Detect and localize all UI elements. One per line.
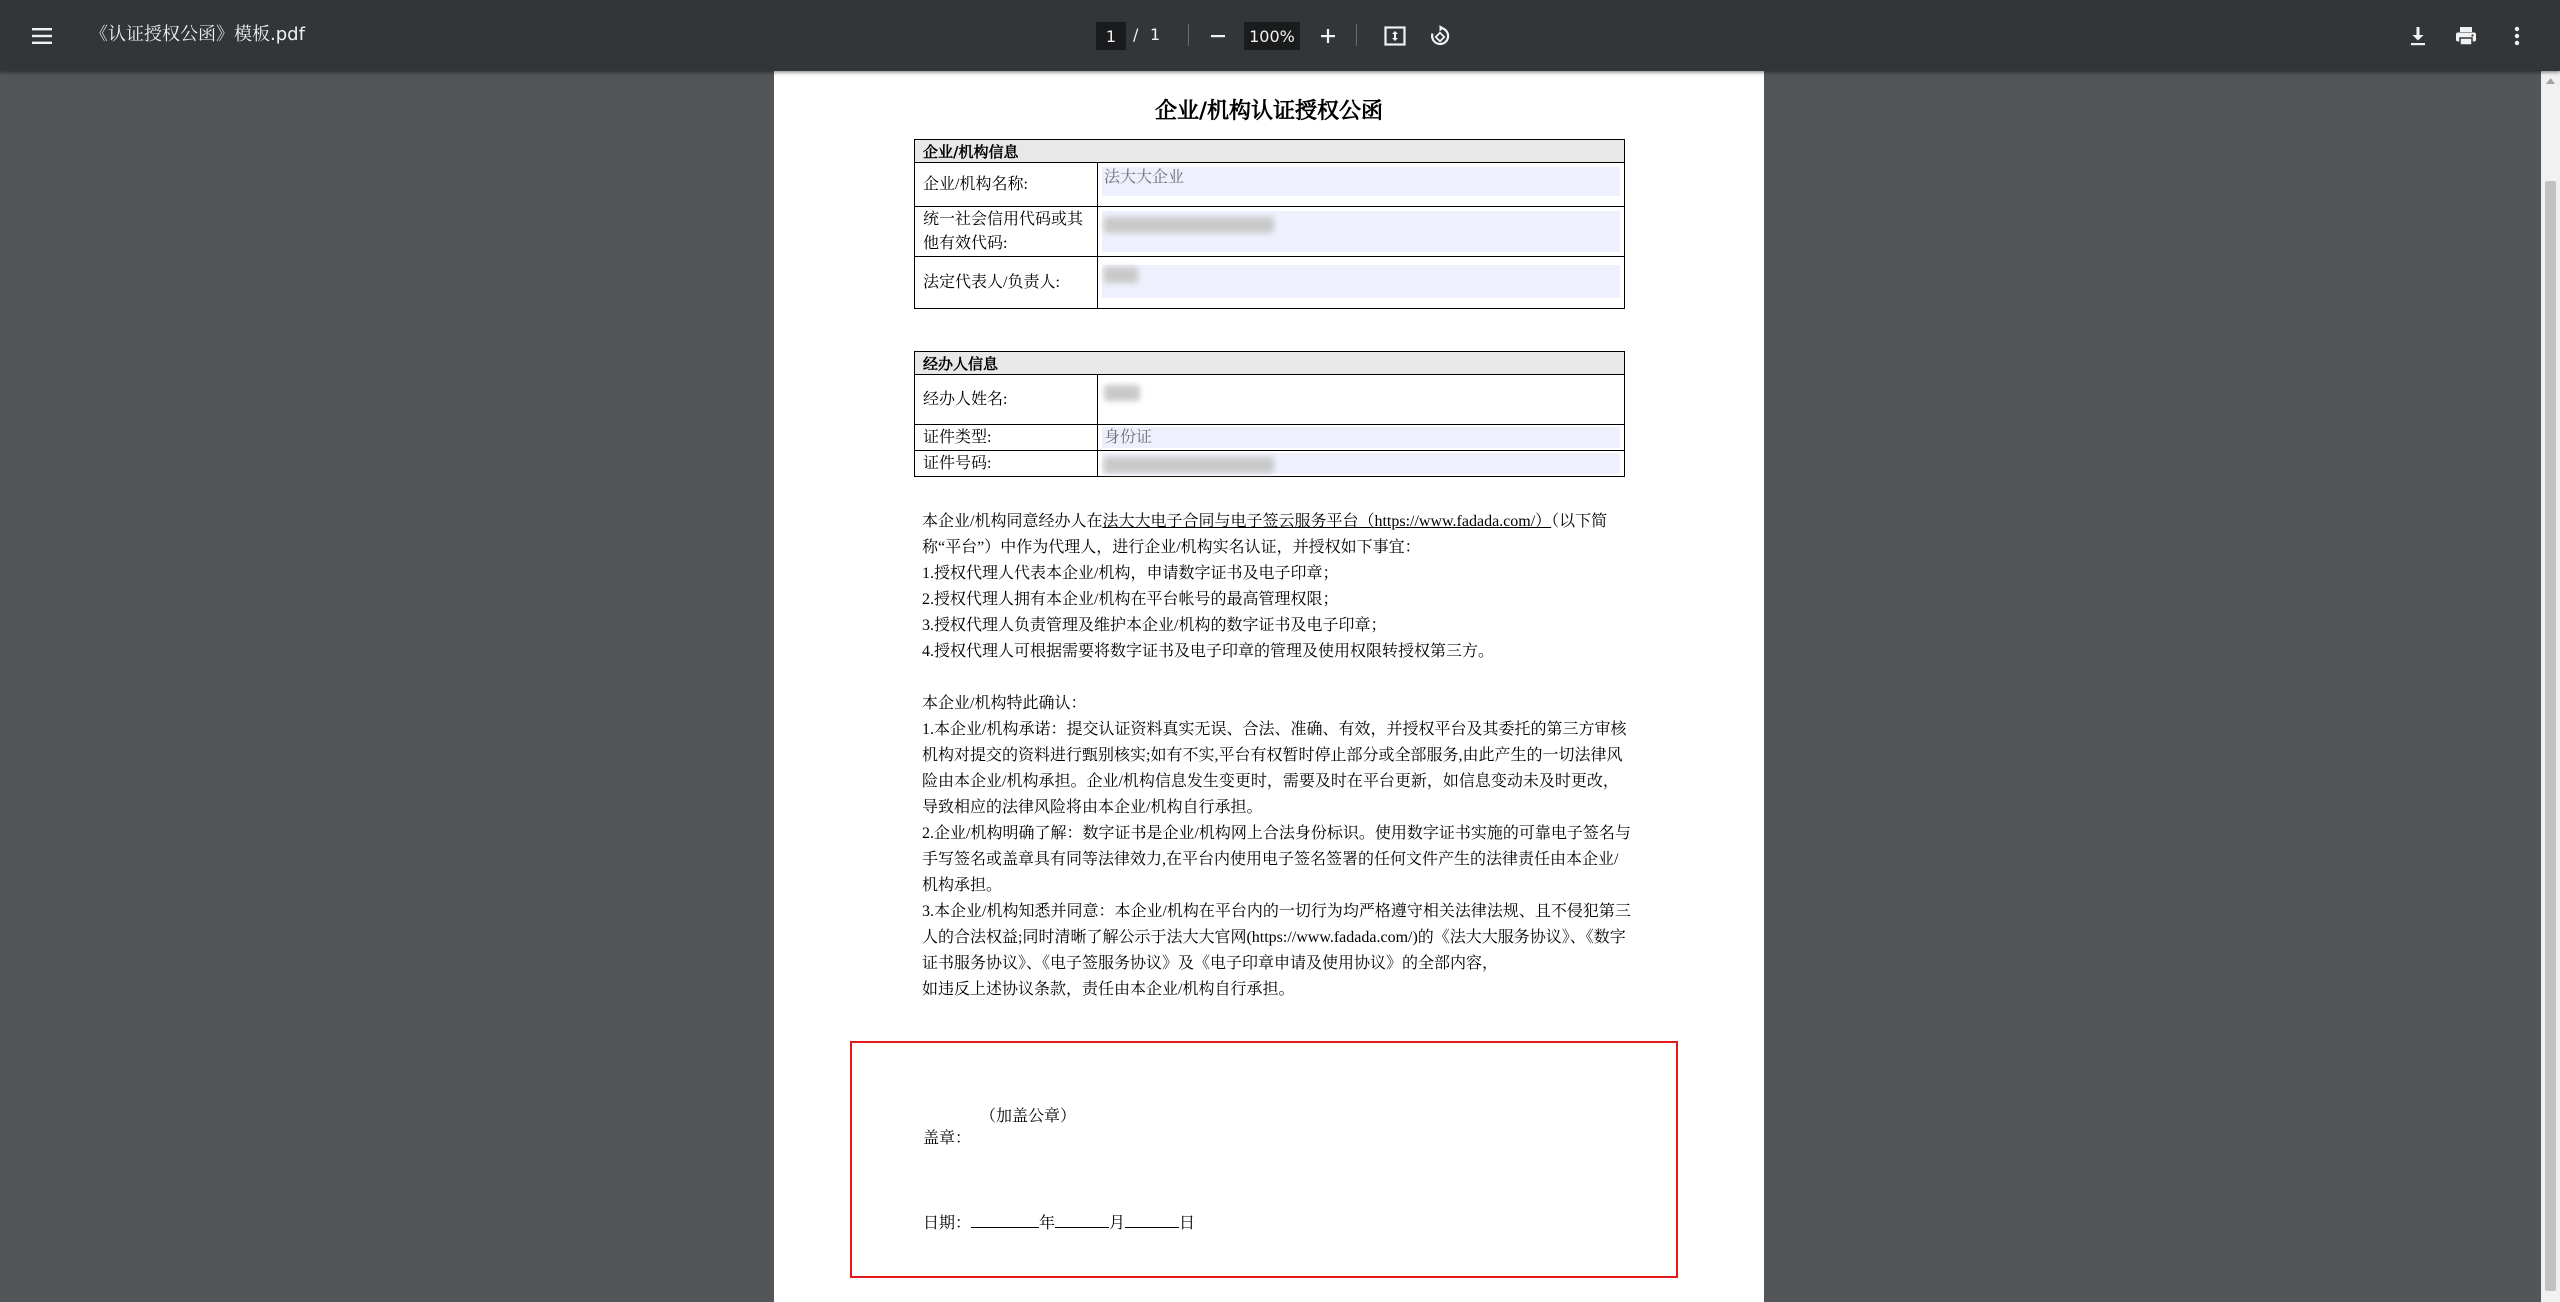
scrollbar-thumb[interactable] <box>2545 181 2556 1291</box>
zoom-out-icon[interactable] <box>1204 22 1232 50</box>
more-vert-icon[interactable] <box>2502 21 2532 51</box>
redacted-credit-code <box>1104 217 1274 233</box>
id-number-field[interactable] <box>1098 451 1625 477</box>
document-heading: 企业/机构认证授权公函 <box>1154 99 1384 124</box>
id-type-value: 身份证 <box>1102 427 1620 448</box>
menu-icon[interactable] <box>22 16 62 56</box>
org-info-table <box>914 139 1625 309</box>
confirm-item: 1.本企业/机构承诺：提交认证资料真实无误、合法、准确、有效，并授权平台及其委托的第三方审核机构对提交的资料进行甄别核实;如有不实,平台有权暂时停止部分或全部服务,由此产生的一切法律风险由本企业/机构承担。企业/机构信息发生变更时，需要及时在平台更新，如信息变动未及时更改，导致相应的法律风险将由本企业/机构自行承担。 <box>922 721 1627 816</box>
download-icon[interactable] <box>2403 21 2433 51</box>
intro-prefix: 本企业/机构同意经办人在 <box>922 513 1103 530</box>
id-type-label: 证件类型: <box>915 425 1098 451</box>
agent-name-label: 经办人姓名: <box>915 375 1098 425</box>
org-name-value: 法大大企业 <box>1102 167 1620 196</box>
fit-page-icon[interactable] <box>1380 21 1410 51</box>
date-label: 日期： <box>923 1215 972 1232</box>
credit-code-label: 统一社会信用代码或其他有效代码: <box>915 207 1098 257</box>
agent-section-title: 经办人信息 <box>915 352 1625 375</box>
zoom-in-icon[interactable] <box>1314 22 1342 50</box>
date-line <box>923 1211 1195 1236</box>
auth-item: 3.授权代理人负责管理及维护本企业/机构的数字证书及电子印章； <box>922 617 1387 634</box>
id-type-field[interactable] <box>1098 425 1625 451</box>
page-separator: / <box>1133 25 1139 44</box>
year-label: 年 <box>1039 1215 1056 1232</box>
auth-item: 2.授权代理人拥有本企业/机构在平台帐号的最高管理权限； <box>922 591 1339 608</box>
month-label: 月 <box>1109 1215 1126 1232</box>
authorization-text <box>922 509 1632 1003</box>
platform-link: 法大大电子合同与电子签云服务平台（https://www.fadada.com/） <box>1102 513 1552 530</box>
agent-info-table <box>914 351 1625 477</box>
auth-item: 4.授权代理人可根据需要将数字证书及电子印章的管理及使用权限转授权第三方。 <box>922 643 1495 660</box>
print-icon[interactable] <box>2451 21 2481 51</box>
signature-highlight-box <box>850 1041 1678 1278</box>
redacted-id-number <box>1104 457 1274 473</box>
credit-code-field[interactable] <box>1098 207 1625 257</box>
stamp-note: （加盖公章） <box>980 1108 1077 1125</box>
pdf-toolbar <box>0 0 2560 71</box>
legal-rep-field[interactable] <box>1098 257 1625 309</box>
authorization-intro <box>922 509 1632 561</box>
year-blank[interactable] <box>971 1211 1039 1228</box>
legal-rep-value <box>1102 265 1620 298</box>
redacted-legal-rep <box>1104 267 1138 283</box>
vertical-scrollbar[interactable] <box>2541 71 2560 1302</box>
scroll-up-arrow-icon[interactable] <box>2541 71 2560 90</box>
org-section-title: 企业/机构信息 <box>915 140 1625 163</box>
rotate-icon[interactable] <box>1425 21 1455 51</box>
intro-suffix: （以下简称“平台”）中作为代理人，进行企业/机构实名认证，并授权如下事宜： <box>922 513 1608 556</box>
document-title: 《认证授权公函》模板.pdf <box>90 24 305 45</box>
agent-name-value <box>1102 379 1620 420</box>
id-number-label: 证件号码: <box>915 451 1098 477</box>
page-total: 1 <box>1150 25 1161 44</box>
redacted-agent-name <box>1104 385 1140 401</box>
pdf-page <box>774 71 1764 1302</box>
toolbar-divider <box>1356 24 1357 46</box>
day-label: 日 <box>1179 1215 1196 1232</box>
confirm-item: 3.本企业/机构知悉并同意：本企业/机构在平台内的一切行为均严格遵守相关法律法规、且不侵犯第三人的合法权益;同时清晰了解公示于法大大官网(https://www.fadada.com/)的《法大大服务协议》、《数字证书服务协议》、《电子签服务协议》及《电子印章申请及使用协议》的全部内容， <box>922 903 1631 972</box>
org-name-field[interactable] <box>1098 163 1625 207</box>
confirm-title: 本企业/机构特此确认： <box>922 695 1087 712</box>
confirm-closing: 如违反上述协议条款，责任由本企业/机构自行承担。 <box>922 981 1295 998</box>
month-blank[interactable] <box>1055 1211 1109 1228</box>
credit-code-value <box>1102 211 1620 252</box>
toolbar-divider <box>1188 24 1189 46</box>
zoom-input[interactable] <box>1244 22 1300 50</box>
legal-rep-label: 法定代表人/负责人: <box>915 257 1098 309</box>
stamp-label: 盖章： <box>923 1130 972 1147</box>
confirm-item: 2.企业/机构明确了解：数字证书是企业/机构网上合法身份标识。使用数字证书实施的可靠电子签名与手写签名或盖章具有同等法律效力,在平台内使用电子签名签署的任何文件产生的法律责任由本企业/机构承担。 <box>922 825 1631 894</box>
day-blank[interactable] <box>1125 1211 1179 1228</box>
org-name-label: 企业/机构名称: <box>915 163 1098 207</box>
agent-name-field[interactable] <box>1098 375 1625 425</box>
auth-item: 1.授权代理人代表本企业/机构，申请数字证书及电子印章； <box>922 565 1339 582</box>
id-number-value <box>1102 453 1620 474</box>
page-number-input[interactable] <box>1096 22 1126 50</box>
